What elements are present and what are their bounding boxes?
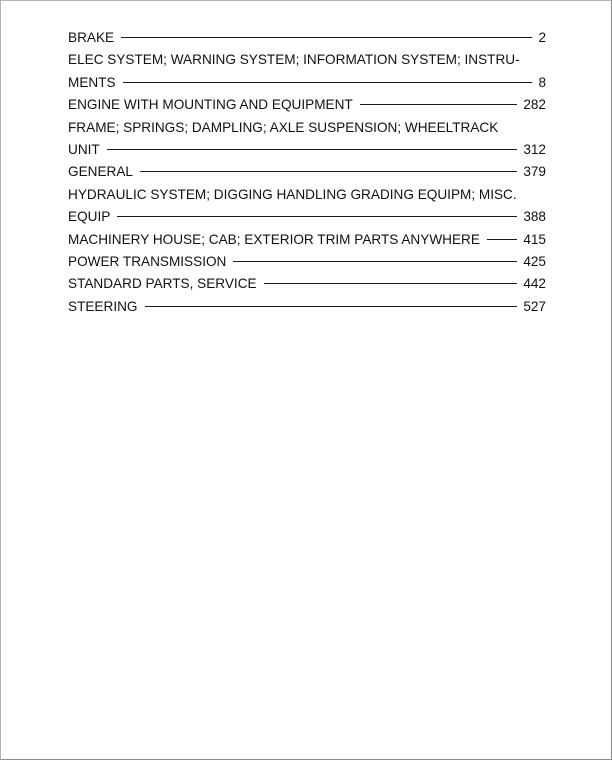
toc-entry[interactable]: [68, 251, 546, 273]
toc-page-number: 379: [523, 164, 546, 180]
toc-entry-last-line: [68, 229, 546, 251]
toc-entry-last-line: [68, 139, 546, 161]
toc-entry[interactable]: [68, 184, 546, 229]
toc-entry-last-line: [68, 72, 546, 94]
toc-entry-title: POWER TRANSMISSION: [68, 253, 227, 269]
toc-entry-title: STEERING: [68, 298, 138, 314]
toc-entry[interactable]: [68, 27, 546, 49]
toc-entry-title: GENERAL: [68, 164, 133, 180]
toc-page-number: 2: [538, 30, 546, 45]
toc-page-number: 425: [523, 253, 546, 269]
toc-entry-title: EQUIP: [68, 209, 111, 225]
toc-entry-title: ENGINE WITH MOUNTING AND EQUIPMENT: [68, 97, 353, 113]
toc-entry[interactable]: [68, 49, 546, 94]
toc-entry-title: FRAME; SPRINGS; DAMPLING; AXLE SUSPENSION; WHEELTRACK: [68, 119, 499, 135]
toc-entry[interactable]: [68, 117, 546, 162]
toc-page-number: 312: [523, 141, 546, 157]
toc-page-number: 442: [523, 276, 546, 292]
toc-leader-line: [233, 260, 517, 262]
toc-entry-title: HYDRAULIC SYSTEM; DIGGING HANDLING GRADING EQUIPM; MISC.: [68, 186, 517, 202]
toc-entry-last-line: [68, 296, 546, 318]
toc-entry-title: BRAKE: [68, 30, 115, 45]
toc-entry-last-line: [68, 206, 546, 228]
toc-entry[interactable]: [68, 273, 546, 295]
toc-page-number: 282: [523, 97, 546, 113]
toc-leader-line: [264, 282, 518, 284]
toc-entry-title: STANDARD PARTS, SERVICE: [68, 276, 257, 292]
toc-page-number: 388: [523, 209, 546, 225]
toc-leader-line: [140, 170, 517, 172]
toc-entry-last-line: [68, 94, 546, 116]
toc-entry-line: [68, 49, 546, 71]
toc-entry-title: UNIT: [68, 141, 100, 157]
toc-entry-line: [68, 184, 546, 206]
toc-page-number: 415: [523, 231, 546, 247]
toc-entry-title: MACHINERY HOUSE; CAB; EXTERIOR TRIM PARTS ANYWHERE: [68, 231, 480, 247]
toc-leader-line: [145, 305, 518, 307]
toc-leader-line: [121, 36, 532, 38]
toc-entry[interactable]: [68, 229, 546, 251]
toc-entry-last-line: [68, 273, 546, 295]
toc-entry[interactable]: [68, 296, 546, 318]
toc-leader-line: [117, 215, 517, 217]
toc-page-number: 527: [523, 298, 546, 314]
toc-leader-line: [123, 81, 533, 83]
toc-entry-last-line: [68, 251, 546, 273]
toc-entry[interactable]: [68, 161, 546, 183]
toc-page-number: 8: [538, 74, 546, 90]
toc-entry[interactable]: [68, 94, 546, 116]
toc-leader-line: [107, 148, 518, 150]
toc-entry-title: MENTS: [68, 74, 116, 90]
table-of-contents: [68, 27, 546, 318]
toc-leader-line: [487, 238, 517, 240]
toc-entry-line: [68, 117, 546, 139]
toc-leader-line: [360, 103, 518, 105]
toc-entry-last-line: [68, 27, 546, 49]
toc-entry-title: ELEC SYSTEM; WARNING SYSTEM; INFORMATION SYSTEM; INSTRU-: [68, 52, 520, 68]
toc-entry-last-line: [68, 161, 546, 183]
